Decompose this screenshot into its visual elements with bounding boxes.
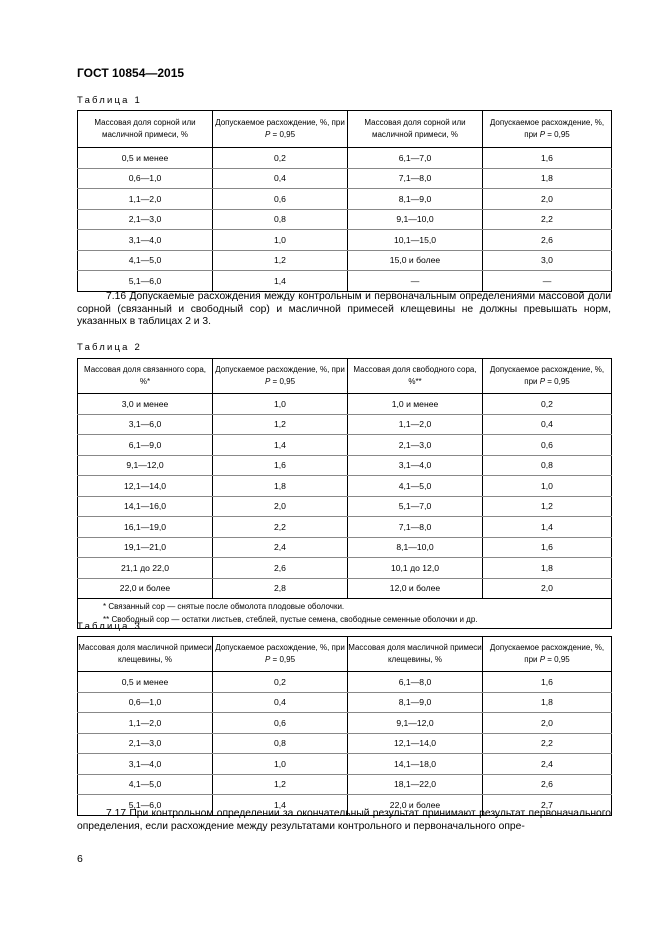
table-cell: 5,1—7,0 [348,496,483,517]
table-cell: 0,2 [213,148,348,169]
table2-label: Таблица 2 [77,342,142,353]
table-cell: 1,4 [213,271,348,292]
column-header: Массовая доля связанного сора, %* [78,359,213,394]
table-cell: 1,8 [483,558,612,579]
table-cell: 0,8 [213,733,348,754]
table-row [78,774,612,795]
table-cell: 12,0 и более [348,578,483,599]
table-cell: 19,1—21,0 [78,537,213,558]
table-cell: 2,2 [213,517,348,538]
table-row [78,455,612,476]
table-cell: 1,0 [213,230,348,251]
table-cell: 2,1—3,0 [78,209,213,230]
table-cell: 2,1—3,0 [78,733,213,754]
table-cell: 0,6 [213,713,348,734]
table-cell: 2,0 [483,713,612,734]
table-row [78,558,612,579]
table-cell: 10,1—15,0 [348,230,483,251]
table-cell: 4,1—5,0 [78,774,213,795]
table-row [78,250,612,271]
table-cell: 1,6 [483,537,612,558]
table-cell: 1,8 [483,168,612,189]
table-row [78,435,612,456]
table-cell: 0,6 [213,189,348,210]
table-row [78,754,612,775]
column-header: Допускаемое расхождение, %, при P = 0,95 [213,111,348,148]
table-cell: 15,0 и более [348,250,483,271]
table-cell: 1,6 [483,148,612,169]
table-row [78,189,612,210]
table-cell: 2,6 [483,774,612,795]
table-2 [77,358,612,629]
paragraph-7-17-text: 7.17 При контрольном определении за окончательный результат принимают результат первоначального определения, если расхождение между результатами контрольного и первоначального опре- [77,808,611,832]
table-cell: 3,1—6,0 [78,414,213,435]
table-cell: 3,0 [483,250,612,271]
table-cell: 4,1—5,0 [348,476,483,497]
table-cell: 9,1—12,0 [78,455,213,476]
table-cell: 1,4 [483,517,612,538]
table-cell: 8,1—9,0 [348,692,483,713]
page-number: 6 [77,853,83,865]
table-row [78,692,612,713]
table-cell: 10,1 до 12,0 [348,558,483,579]
table-cell: 2,6 [483,230,612,251]
column-header: Допускаемое расхождение, %, при P = 0,95 [483,637,612,672]
column-header: Массовая доля свободного сора, %** [348,359,483,394]
table-cell: 3,1—4,0 [78,754,213,775]
table-cell: 2,4 [213,537,348,558]
paragraph-7-16 [77,291,611,329]
column-header: Массовая доля сорной или масличной примеси, % [78,111,213,148]
table-cell: 9,1—12,0 [348,713,483,734]
table-cell: 16,1—19,0 [78,517,213,538]
table-row [78,672,612,693]
table-cell: 1,6 [483,672,612,693]
table-cell: 1,1—2,0 [348,414,483,435]
table-cell: 8,1—10,0 [348,537,483,558]
table-cell: 1,6 [213,455,348,476]
table-row [78,733,612,754]
table-cell: 18,1—22,0 [348,774,483,795]
table-cell: 1,2 [213,774,348,795]
table-cell: 0,6—1,0 [78,168,213,189]
column-header: Массовая доля масличной примеси клещевины, % [348,637,483,672]
table-cell: 1,0 [213,754,348,775]
table-cell: 2,4 [483,754,612,775]
table-cell: 0,4 [483,414,612,435]
column-header: Допускаемое расхождение, %, при P = 0,95 [483,359,612,394]
table-row [78,578,612,599]
table-cell: 2,7 [483,795,612,816]
table-cell: 2,0 [213,496,348,517]
table-cell: 2,2 [483,733,612,754]
table-cell: 2,0 [483,578,612,599]
table-cell: 1,2 [213,250,348,271]
table-cell: 6,1—9,0 [78,435,213,456]
table-cell: 4,1—5,0 [78,250,213,271]
table-cell: 5,1—6,0 [78,795,213,816]
table-cell: 2,0 [483,189,612,210]
table-cell: 8,1—9,0 [348,189,483,210]
table-row [78,168,612,189]
table-cell: 0,2 [213,672,348,693]
table-cell: 7,1—8,0 [348,517,483,538]
table-cell: 1,4 [213,795,348,816]
table-cell: 1,0 и менее [348,394,483,415]
table-cell: 2,6 [213,558,348,579]
table-cell: 22,0 и более [78,578,213,599]
table-cell: 1,8 [213,476,348,497]
table-row [78,537,612,558]
column-header: Допускаемое расхождение, %, при P = 0,95 [483,111,612,148]
table-row [78,414,612,435]
table-3 [77,636,612,816]
table-cell: 1,1—2,0 [78,189,213,210]
table-cell: 0,8 [483,455,612,476]
table-cell: 0,6 [483,435,612,456]
table-cell: 1,2 [213,414,348,435]
table-cell: 3,0 и менее [78,394,213,415]
table-cell: 6,1—8,0 [348,672,483,693]
table-cell: 3,1—4,0 [78,230,213,251]
table-row [78,394,612,415]
table-cell: 2,2 [483,209,612,230]
footnote-2: ** Свободный сор — остатки листьев, стеблей, пустые семена, свободные семенные оболочки и др. [103,614,478,624]
table-cell: 2,8 [213,578,348,599]
table-header-row [78,111,612,148]
column-header: Допускаемое расхождение, %, при P = 0,95 [213,637,348,672]
table-cell: 12,1—14,0 [348,733,483,754]
table-cell: 1,8 [483,692,612,713]
table1-label: Таблица 1 [77,95,142,106]
table-row [78,148,612,169]
table-cell: 14,1—18,0 [348,754,483,775]
table-row [78,209,612,230]
table-cell: 0,5 и менее [78,672,213,693]
table-cell: — [348,271,483,292]
column-header: Массовая доля масличной примеси клещевины, % [78,637,213,672]
table-cell: 0,5 и менее [78,148,213,169]
table-row [78,476,612,497]
column-header: Массовая доля сорной или масличной примеси, % [348,111,483,148]
table2-footnotes [78,599,612,629]
paragraph-7-16-text: 7.16 Допускаемые расхождения между контрольным и первоначальным определениями массовой доли сорной (связанный и свободный сор) и масличной примесей клещевины не должны превышать норм, указанных в таблицах 2 и 3. [77,291,611,328]
table-cell: 0,4 [213,168,348,189]
table-cell: 1,1—2,0 [78,713,213,734]
table-row [78,713,612,734]
table-row [78,517,612,538]
table-row [78,496,612,517]
footnote-1: * Связанный сор — снятые после обмолота плодовые оболочки. [103,602,345,611]
table-1 [77,110,612,292]
table-header-row [78,359,612,394]
table-row [78,271,612,292]
table-row [78,230,612,251]
table-cell: 2,1—3,0 [348,435,483,456]
table-cell: 0,4 [213,692,348,713]
column-header: Допускаемое расхождение, %, при P = 0,95 [213,359,348,394]
table-cell: — [483,271,612,292]
table-cell: 12,1—14,0 [78,476,213,497]
table-cell: 3,1—4,0 [348,455,483,476]
table-cell: 1,0 [213,394,348,415]
table-cell: 0,2 [483,394,612,415]
table-cell: 0,8 [213,209,348,230]
document-header: ГОСТ 10854—2015 [77,66,185,80]
table-cell: 1,0 [483,476,612,497]
table-cell: 21,1 до 22,0 [78,558,213,579]
paragraph-7-17 [77,808,611,833]
table-cell: 6,1—7,0 [348,148,483,169]
table-cell: 1,2 [483,496,612,517]
table-header-row [78,637,612,672]
table-cell: 1,4 [213,435,348,456]
table-cell: 7,1—8,0 [348,168,483,189]
table-cell: 9,1—10,0 [348,209,483,230]
table3-label: Таблица 3 [77,621,142,632]
table-cell: 14,1—16,0 [78,496,213,517]
table-cell: 22,0 и более [348,795,483,816]
table-cell: 0,6—1,0 [78,692,213,713]
table-cell: 5,1—6,0 [78,271,213,292]
